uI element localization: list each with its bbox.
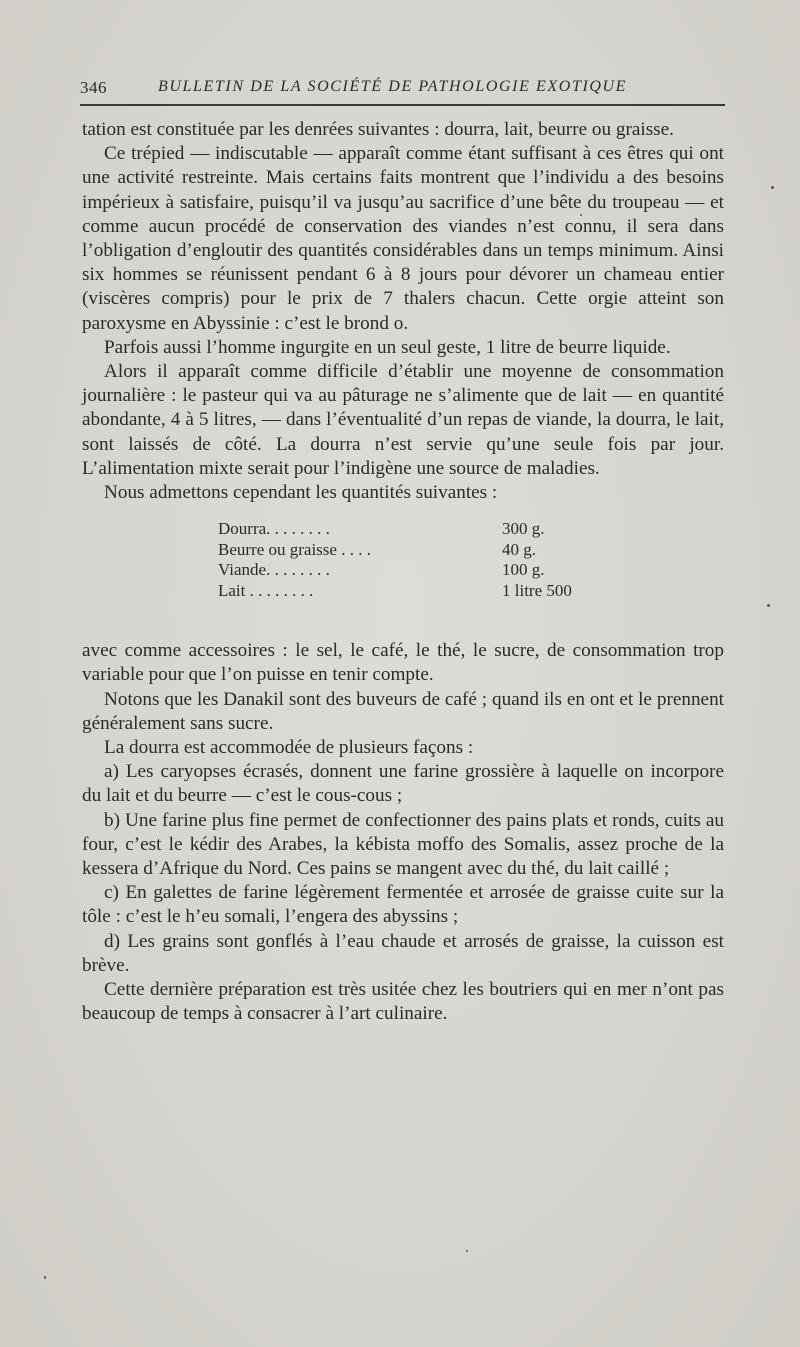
paragraph: avec comme accessoires : le sel, le café, le thé, le sucre, de consommation trop variable pour que l’on puisse en tenir compte. [82,640,724,686]
table-quantity: 100 g. [502,560,545,580]
table-item: Viande. . . . . . . . [218,560,330,580]
paragraph: La dourra est accommodée de plusieurs façons : [104,737,474,759]
table-item: Beurre ou graisse . . . . [218,539,371,559]
paragraph: c) En galettes de farine légèrement fermentée et arrosée de graisse cuite sur la tôle : c’est le h’eu somali, l’engera des abyssins ; [82,882,724,928]
paragraph: Cette dernière préparation est très usitée chez les boutriers qui en mer n’ont pas beaucoup de temps à consacrer à l’art culinaire. [82,979,724,1025]
scan-speck [466,1250,468,1252]
table-row [218,581,724,602]
table-quantity: 1 litre 500 [502,580,572,600]
paragraph: b) Une farine plus fine permet de confectionner des pains plats et ronds, cuits au four, c’est le kédir des Arabes, la kébista moffo des Somalis, assez proche de la kessera d’Afrique du Nord. Ces pains se mangent avec du thé, du lait caillé ; [82,809,724,880]
table-item: Dourra. . . . . . . . [218,519,330,539]
table-quantity: 300 g. [502,519,545,539]
paragraph: Notons que les Danakil sont des buveurs de café ; quand ils en ont et le prennent généralement sans sucre. [82,688,724,734]
scan-speck [771,186,774,189]
table-row [218,519,724,540]
body-text [82,118,724,1027]
table-quantity: 40 g. [502,539,536,559]
table-row [218,540,724,561]
paragraph: Ce trépied — indiscutable — apparaît comme étant suffisant à ces êtres qui ont une activité restreinte. Mais certains faits montrent que l’individu a des besoins impérieux à satisfaire, puisqu’il va jusqu’au sacrifice d’une bête du troupeau — et comme aucun procédé de conservation des viandes n’est connu, il sera dans l’obligation d’engloutir des quantités considérables dans un temps minimum. Ainsi six hommes se réunissent pendant 6 à 8 jours pour dévorer un chameau entier (viscères compris) pour le prix de 7 thalers chacun. Cette orgie atteint son paroxysme en Abyssinie : c’est le brond o. [82,143,724,334]
page-number: 346 [80,78,107,97]
table-row [218,560,724,581]
paragraph: Alors il apparaît comme difficile d’établir une moyenne de consommation journalière : le pasteur qui va au pâturage ne s’alimente que de lait — en quantité abondante, 4 à 5 litres, — dans l’éventualité d’un repas de viande, la dourra, le lait, sont laissés de côté. La dourra n’est servie qu’une seule fois par jour. L’alimentation mixte serait pour l’indigène une source de maladies. [82,361,724,479]
ration-table [218,519,724,601]
table-item: Lait . . . . . . . . [218,580,314,600]
paragraph: Nous admettons cependant les quantités suivantes : [104,482,498,504]
scan-speck [44,1276,46,1279]
header-rule [80,104,725,106]
paragraph: a) Les caryopses écrasés, donnent une farine grossière à laquelle on incorpore du lait et du beurre — c’est le cous-cous ; [82,761,724,807]
paragraph: d) Les grains sont gonflés à l’eau chaude et arrosés de graisse, la cuisson est brève. [82,930,724,976]
paragraph: Parfois aussi l’homme ingurgite en un seul geste, 1 litre de beurre liquide. [104,336,671,358]
page-header [80,74,728,104]
scan-speck [580,214,582,216]
running-head: BULLETIN DE LA SOCIÉTÉ DE PATHOLOGIE EXOTIQUE [158,78,628,95]
scan-speck [767,604,770,607]
paragraph: tation est constituée par les denrées suivantes : dourra, lait, beurre ou graisse. [82,119,674,140]
